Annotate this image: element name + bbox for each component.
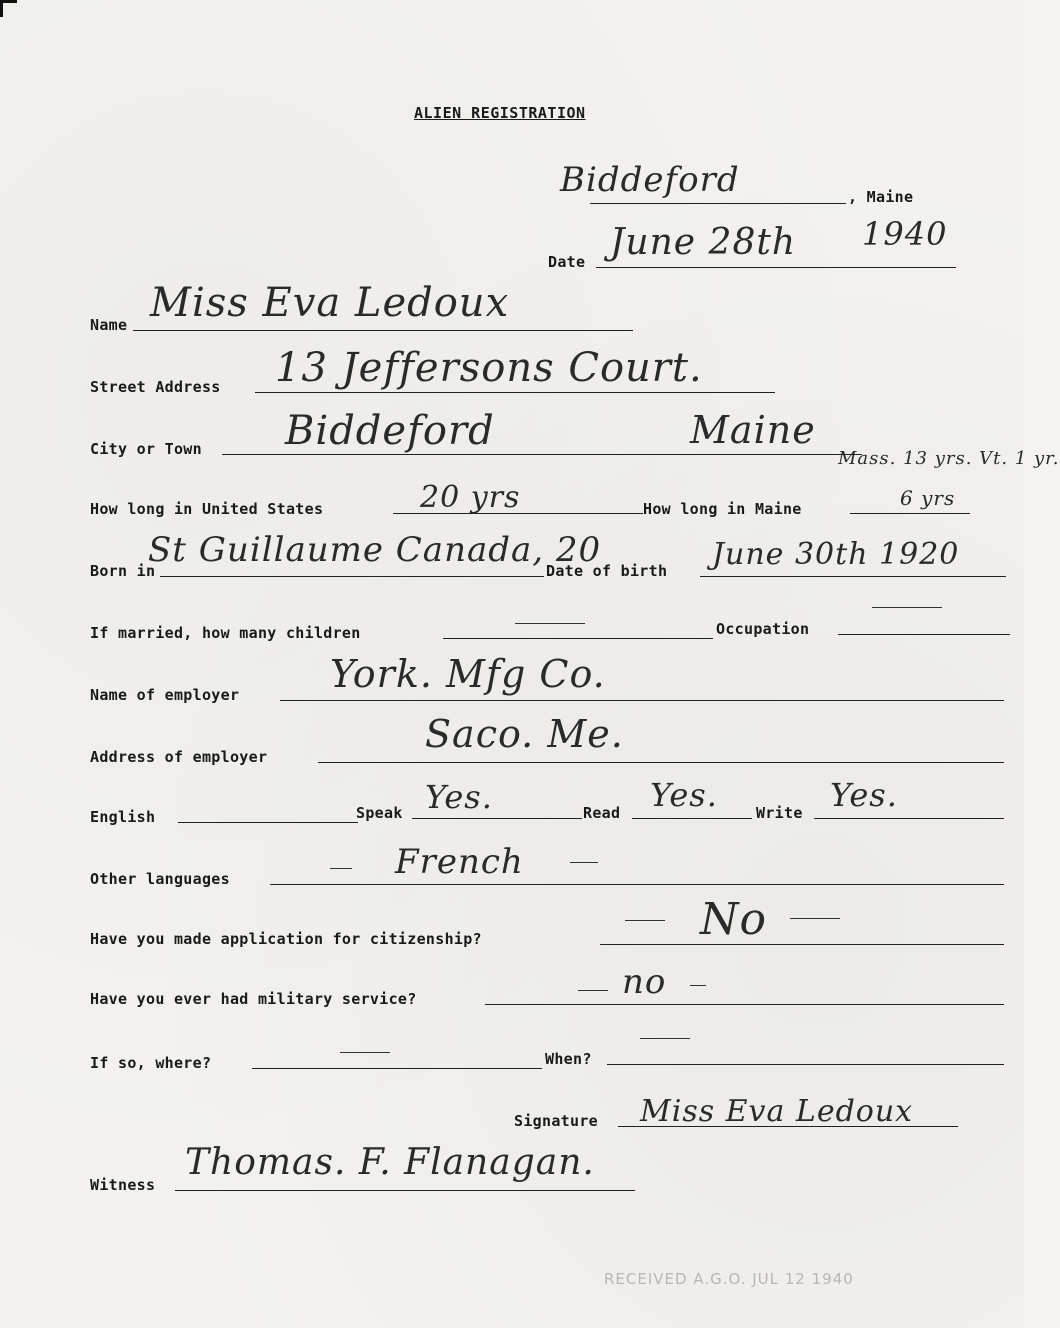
received-stamp: RECEIVED A.G.O. JUL 12 1940 bbox=[604, 1270, 854, 1288]
employer-address-label: Address of employer bbox=[90, 748, 268, 766]
signature-label: Signature bbox=[514, 1112, 598, 1130]
english-label: English bbox=[90, 808, 156, 826]
military-dash-right bbox=[690, 985, 706, 986]
children-line bbox=[443, 638, 713, 639]
city-header-value: Biddeford bbox=[560, 160, 740, 200]
where-dash bbox=[340, 1052, 390, 1053]
form-title: ALIEN REGISTRATION bbox=[414, 104, 586, 122]
how-long-us-value: 20 yrs bbox=[420, 480, 521, 515]
employer-value: York. Mfg Co. bbox=[330, 652, 606, 696]
street-address-label: Street Address bbox=[90, 378, 221, 396]
occupation-label: Occupation bbox=[716, 620, 810, 638]
military-dash-left bbox=[578, 990, 608, 991]
military-value: no bbox=[622, 962, 667, 1002]
employer-line bbox=[280, 700, 1004, 701]
employer-label: Name of employer bbox=[90, 686, 240, 704]
witness-value: Thomas. F. Flanagan. bbox=[185, 1142, 595, 1183]
write-value: Yes. bbox=[830, 776, 898, 814]
date-value: June 28th bbox=[610, 222, 797, 263]
name-label: Name bbox=[90, 316, 128, 334]
military-label: Have you ever had military service? bbox=[90, 990, 417, 1008]
occupation-dash bbox=[872, 607, 942, 608]
other-languages-dash-left bbox=[330, 868, 352, 869]
other-languages-dash-right bbox=[570, 862, 598, 863]
born-in-line bbox=[160, 576, 544, 577]
employer-address-line bbox=[318, 762, 1004, 763]
date-of-birth-label: Date of birth bbox=[546, 562, 668, 580]
read-value: Yes. bbox=[650, 776, 718, 814]
state-label: , Maine bbox=[848, 188, 914, 206]
how-long-maine-value: 6 yrs bbox=[900, 486, 956, 510]
witness-line bbox=[175, 1190, 635, 1191]
other-languages-value: French bbox=[395, 842, 524, 882]
when-label: When? bbox=[545, 1050, 592, 1068]
write-line bbox=[814, 818, 1004, 819]
speak-line bbox=[412, 818, 582, 819]
citizenship-dash-left bbox=[625, 920, 665, 921]
how-long-maine-label: How long in Maine bbox=[643, 500, 802, 518]
where-label: If so, where? bbox=[90, 1054, 212, 1072]
when-line bbox=[607, 1064, 1004, 1065]
street-address-value: 13 Jeffersons Court. bbox=[275, 345, 703, 391]
state-value: Maine bbox=[690, 408, 816, 452]
street-address-line bbox=[255, 392, 775, 393]
citizenship-line bbox=[600, 944, 1004, 945]
name-line bbox=[133, 330, 633, 331]
speak-label: Speak bbox=[356, 804, 403, 822]
how-long-maine-note: Mass. 13 yrs. Vt. 1 yr. bbox=[838, 448, 1060, 469]
city-label: City or Town bbox=[90, 440, 202, 458]
signature-value: Miss Eva Ledoux bbox=[640, 1094, 914, 1129]
citizenship-dash-right bbox=[790, 918, 840, 919]
read-line bbox=[632, 818, 752, 819]
born-in-value: St Guillaume Canada, 20 bbox=[148, 530, 602, 570]
witness-label: Witness bbox=[90, 1176, 156, 1194]
how-long-us-label: How long in United States bbox=[90, 500, 324, 518]
date-of-birth-line bbox=[700, 576, 1006, 577]
city-line bbox=[222, 454, 862, 455]
employer-address-value: Saco. Me. bbox=[425, 712, 624, 756]
how-long-maine-line bbox=[850, 513, 970, 514]
born-in-label: Born in bbox=[90, 562, 156, 580]
speak-value: Yes. bbox=[425, 778, 493, 816]
city-header-line bbox=[590, 203, 846, 204]
military-line bbox=[485, 1004, 1004, 1005]
date-of-birth-value: June 30th 1920 bbox=[712, 537, 960, 572]
other-languages-label: Other languages bbox=[90, 870, 230, 888]
when-dash bbox=[640, 1038, 690, 1039]
date-line bbox=[596, 267, 956, 268]
city-value: Biddeford bbox=[285, 408, 495, 454]
citizenship-value: No bbox=[700, 894, 767, 945]
english-line bbox=[178, 822, 358, 823]
citizenship-label: Have you made application for citizenship? bbox=[90, 930, 482, 948]
name-value: Miss Eva Ledoux bbox=[150, 280, 510, 326]
other-languages-line bbox=[270, 884, 1004, 885]
date-label: Date bbox=[548, 253, 586, 271]
scan-corner-mark bbox=[0, 0, 17, 17]
where-line bbox=[252, 1068, 542, 1069]
children-dash bbox=[515, 623, 585, 624]
year-value: 1940 bbox=[862, 215, 948, 253]
write-label: Write bbox=[756, 804, 803, 822]
occupation-line bbox=[838, 634, 1010, 635]
children-label: If married, how many children bbox=[90, 624, 361, 642]
read-label: Read bbox=[583, 804, 621, 822]
